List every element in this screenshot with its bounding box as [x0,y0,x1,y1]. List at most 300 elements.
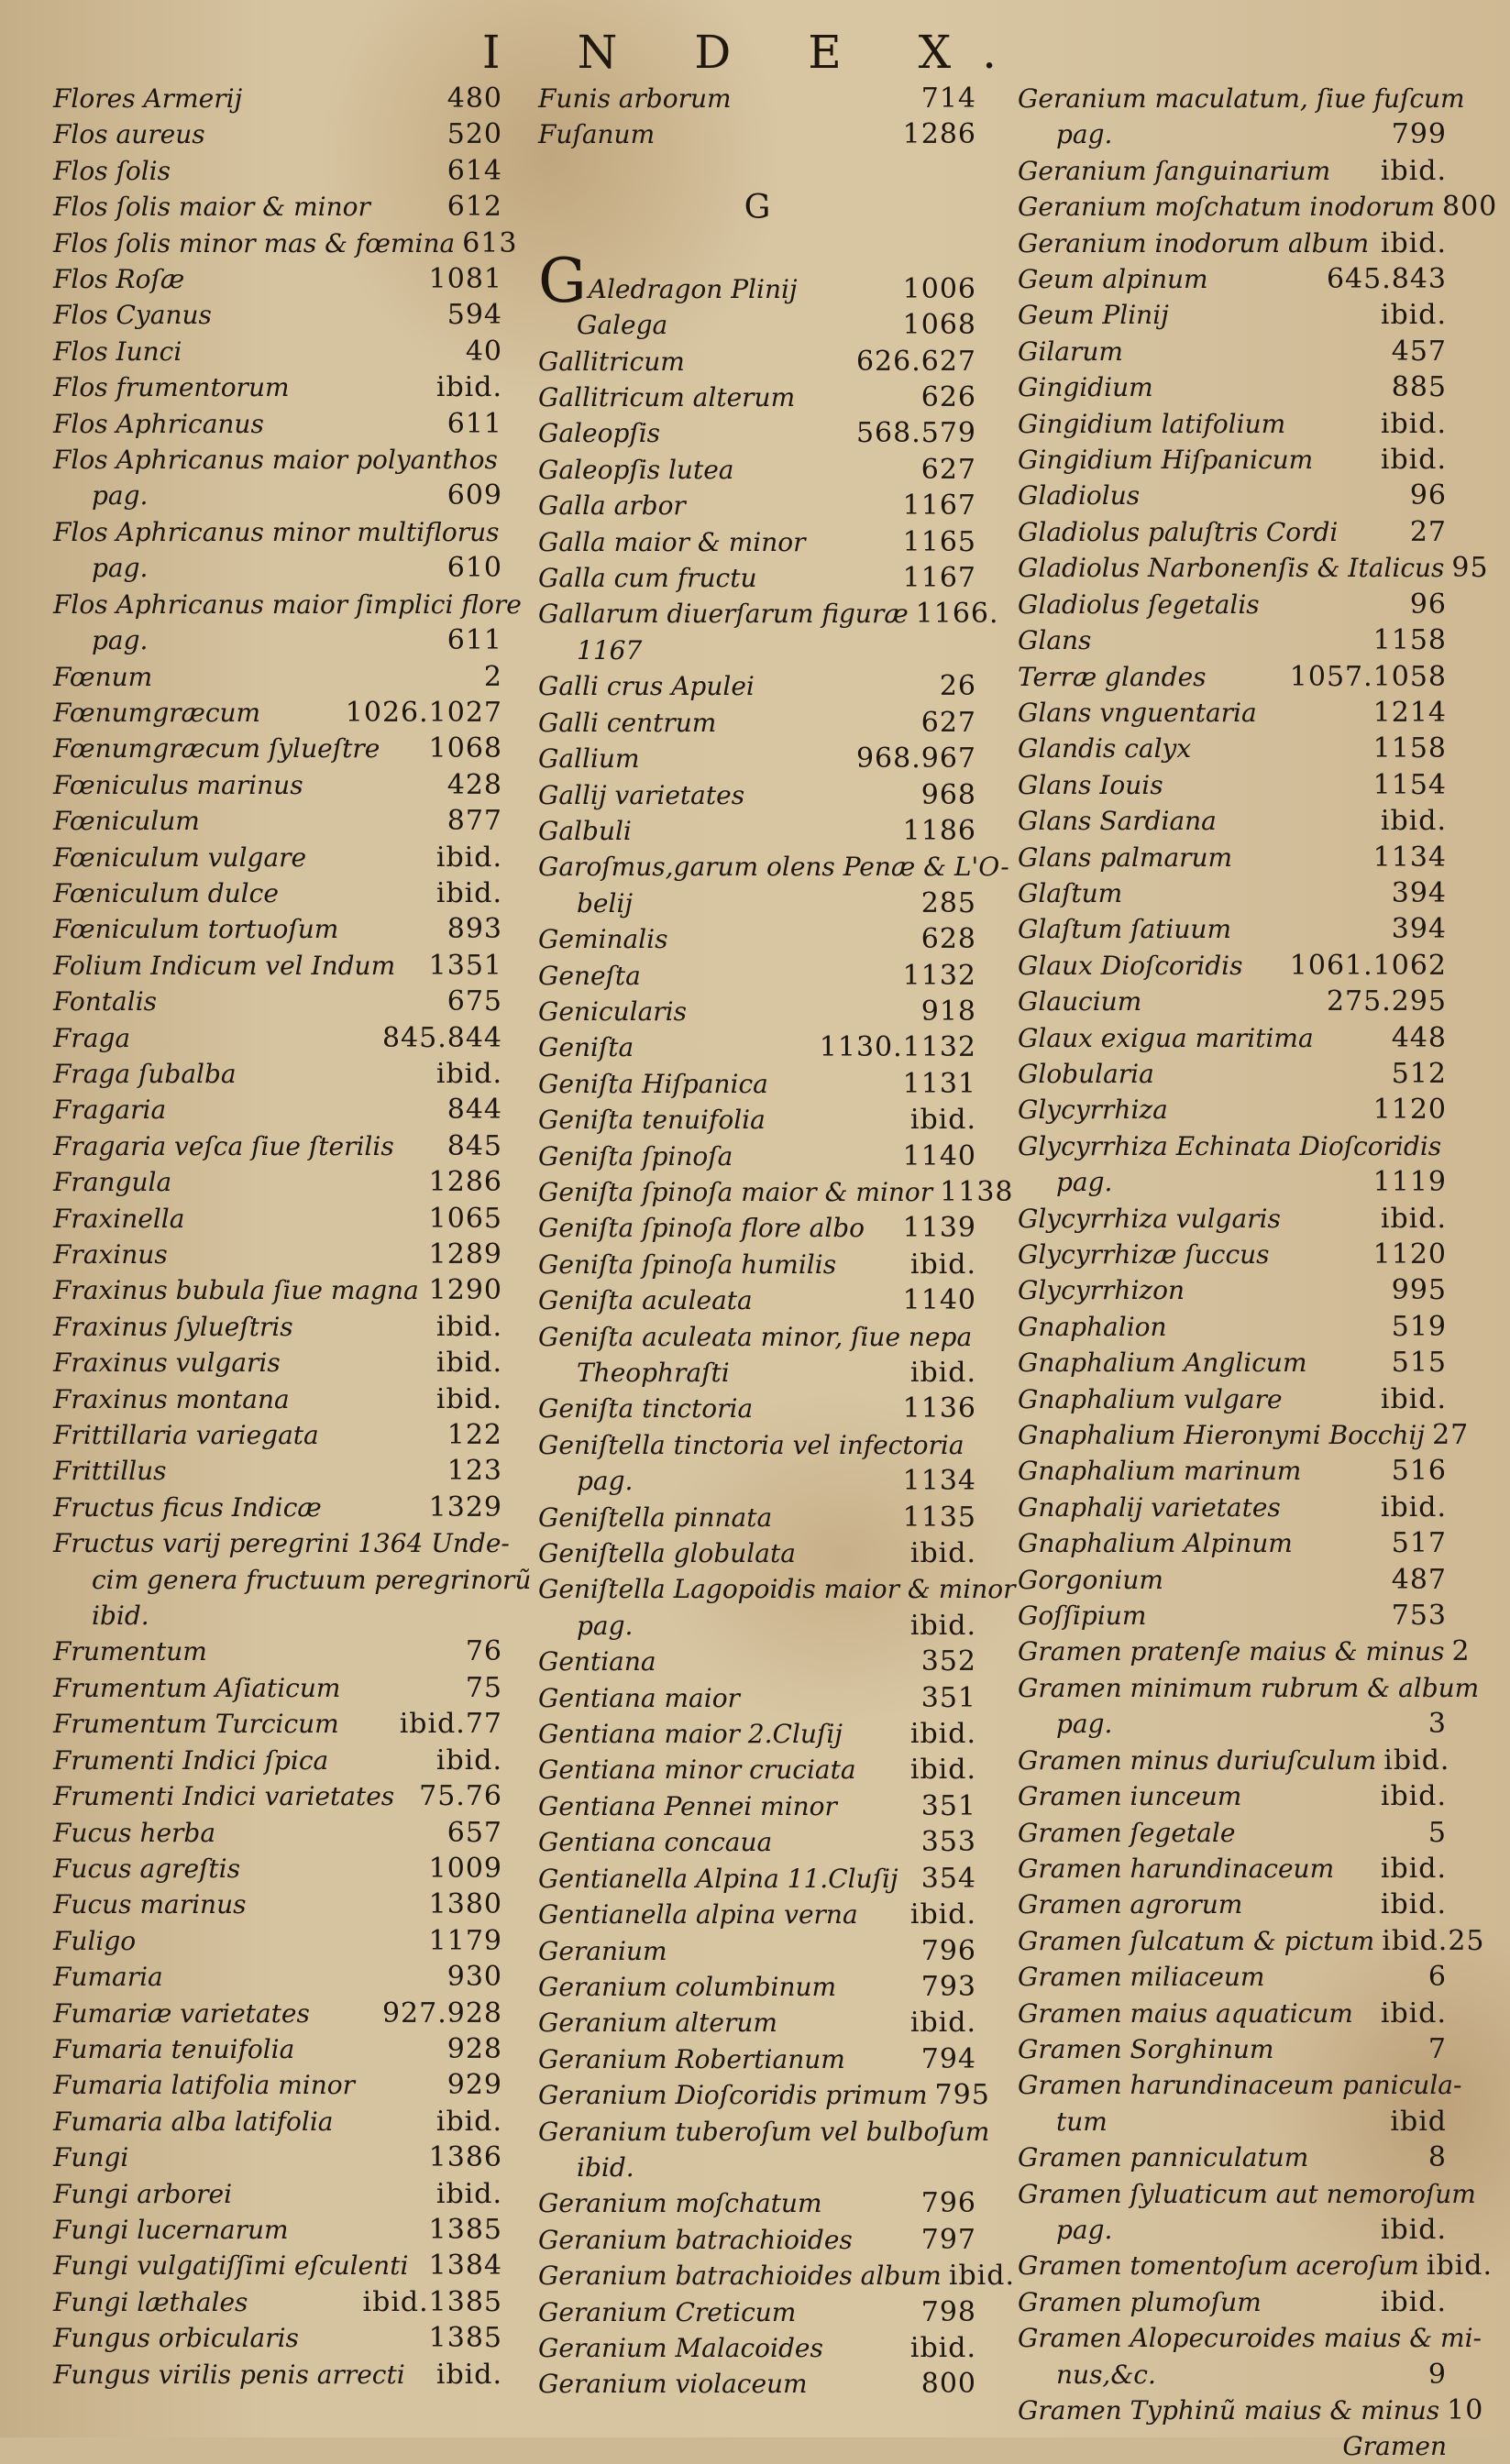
index-entry [53,2140,502,2175]
entry-page: 877 [446,805,502,838]
entry-name: Gramen ſegetale [1018,1817,1236,1848]
index-entry [538,668,976,704]
entry-name: Gramen agrorum [1018,1889,1243,1920]
entry-page: 3 [1427,1708,1447,1741]
entry-name: pag. [92,480,149,512]
entry-name: Gallitricum [538,346,685,377]
entry-page: ibid. [909,1104,976,1137]
entry-name: Geranium columbinum [538,1971,837,2002]
entry-name: Gladiolus paluſtris Cordi [1018,516,1339,547]
entry-page: 516 [1391,1455,1447,1488]
entry-page: 796 [920,1934,976,1967]
entry-page: ibid. [435,1744,502,1776]
index-entry [538,2077,990,2113]
entry-page: 1068 [902,309,976,342]
index-entry [53,226,518,261]
entry-name: Flos ſolis minor mas & fœmina [53,227,456,258]
entry-name: Gallitricum alterum [538,382,796,413]
index-entry [53,81,502,116]
entry-page: 353 [920,1826,976,1859]
entry-page: 351 [920,1681,976,1714]
index-entry [53,2031,502,2067]
entry-page: 9 [1427,2358,1447,2391]
entry-name: Glans palmarum [1018,842,1233,873]
entry-page: ibid. [435,1310,502,1343]
entry-name: Gentiana concaua [538,1827,773,1858]
entry-page: 448 [1391,1021,1447,1054]
entry-page: 1380 [428,1888,502,1921]
entry-name: Fontalis [53,986,158,1018]
index-entry [1018,695,1447,731]
index-entry [1018,226,1447,261]
entry-name: Fructus ficus Indicæ [53,1491,322,1523]
entry-page: 1165 [902,525,976,558]
index-entry [53,659,502,695]
entry-name: Gramen maius aquaticum [1018,1997,1353,2029]
entry-page: 40 [465,335,502,368]
entry-name: pag. [92,625,149,656]
entry-page: 1385 [428,2322,502,2355]
entry-page: 1065 [428,1202,502,1235]
entry-name: Fœnum [53,661,153,692]
index-entry [1018,1923,1485,1959]
entry-name: Globularia [1018,1058,1154,1089]
index-entry [53,1417,502,1453]
entry-page: 1061.1062 [1289,949,1447,982]
entry-page: ibid. [1380,1202,1447,1235]
entry-name: ibid. [92,1600,149,1632]
entry-page: 123 [446,1455,502,1488]
entry-name: Fungi [53,2142,129,2173]
entry-name: Gramen minimum rubrum & album [1018,1672,1480,1703]
entry-name: Fraxinus ſylueſtris [53,1311,293,1342]
entry-name: Folium Indicum vel Indum [53,950,396,981]
entry-name: Geum Plinij [1018,300,1169,331]
index-entry [1018,2140,1447,2175]
entry-page: 1132 [902,959,976,992]
index-entry [1018,1525,1447,1561]
index-entry [1018,1778,1447,1814]
entry-name: Gilarum [1018,336,1123,367]
entry-name: Fucus agreſtis [53,1853,240,1884]
entry-name: Geniſta aculeata minor, ſiue nepa [538,1321,973,1352]
entry-name: ibid. [577,2151,634,2183]
entry-name: Fœniculus marinus [53,769,303,800]
index-entry [538,2330,976,2366]
entry-page: 795 [934,2079,990,2112]
entry-name: Fraga ſubalba [53,1058,237,1089]
index-entry [53,1525,510,1561]
index-entry [538,2005,976,2040]
entry-name: Fraxinus [53,1239,168,1270]
entry-page: 675 [446,985,502,1018]
entry-name: Gentianella Alpina 11.Cluſij [538,1863,898,1894]
index-entry [538,1247,976,1282]
entry-page: 1119 [1372,1166,1447,1199]
entry-name: Gentiana [538,1646,656,1678]
index-entry [53,1996,502,2031]
index-entry [538,81,976,116]
index-entry [53,261,502,297]
entry-page: 1286 [902,118,976,151]
index-entry [53,189,502,225]
index-entry [1018,1598,1447,1634]
index-entry [53,1886,502,1922]
entry-page: 95 [1451,552,1489,585]
entry-page: 76 [465,1635,502,1668]
index-entry [53,1201,502,1237]
entry-name: Gingidium [1018,372,1153,403]
entry-name: Glans Iouis [1018,769,1163,800]
index-entry [53,1490,502,1525]
entry-name: Flos ſolis [53,155,171,186]
entry-name: Fumaria tenuifolia [53,2033,295,2064]
index-entry [538,1752,976,1788]
entry-page: 394 [1391,876,1447,909]
entry-name: Frumenti Indici varietates [53,1781,395,1812]
entry-name: Glaux exigua maritima [1018,1022,1314,1053]
entry-name: Fucus marinus [53,1889,247,1920]
index-entry [53,1020,502,1056]
entry-page: 798 [920,2295,976,2328]
entry-name: Geniſta aculeata [538,1285,753,1316]
entry-page: 845.844 [381,1021,502,1054]
index-entry [1018,81,1465,116]
entry-name: Gramen iunceum [1018,1781,1242,1812]
index-entry [1018,731,1447,766]
entry-name: Gingidium Hiſpanicum [1018,445,1314,476]
entry-page: ibid. [909,2331,976,2364]
index-column-1 [53,81,532,2392]
index-entry [1018,2212,1447,2248]
index-entry [1018,550,1489,586]
entry-name: Geniſta ſpinoſa humilis [538,1248,837,1280]
entry-name: Gramen plumoſum [1018,2286,1262,2317]
index-entry [53,948,502,984]
index-entry [538,344,976,380]
entry-name: Goſſipium [1018,1600,1147,1632]
entry-name: nus,&c. [1056,2359,1156,2390]
index-entry [53,1851,502,1886]
entry-page: ibid. [435,2105,502,2138]
index-entry [538,596,999,632]
entry-page: ibid. [1380,226,1447,259]
index-entry [53,1272,502,1308]
index-entry [53,1237,502,1272]
index-entry [1018,406,1447,442]
index-entry [538,1029,976,1065]
index-entry [53,1345,502,1380]
index-entry [538,1427,976,1463]
entry-page: ibid. [1380,805,1447,838]
entry-page: 611 [446,407,502,440]
entry-name: Glycyrrhizæ ſuccus [1018,1239,1270,1270]
index-entry [1018,1815,1447,1851]
index-entry [53,514,502,550]
index-entry [538,1680,976,1716]
entry-name: Gnaphalium Hieronymi Bocchij [1018,1420,1426,1451]
entry-name: Glandis calyx [1018,733,1192,764]
entry-page: 1386 [428,2141,502,2174]
entry-name: Geranium moſchatum inodorum [1018,192,1435,223]
entry-name: Glycyrrhiza vulgaris [1018,1203,1281,1234]
index-entry [1018,261,1447,297]
entry-page: 515 [1391,1347,1447,1380]
index-entry [538,2185,976,2221]
drop-cap: G [538,245,587,316]
entry-page: 1120 [1372,1238,1447,1270]
entry-page: 75 [465,1671,502,1704]
entry-page: 714 [920,82,976,115]
index-column-2 [538,81,1016,2403]
entry-name: Fungi læthales [53,2286,248,2317]
index-entry [53,875,502,911]
entry-page: 609 [446,479,502,512]
entry-name: Geranium maculatum, ſiue fuſcum [1018,83,1465,114]
entry-page: 1329 [428,1490,502,1524]
index-entry [538,1066,976,1102]
entry-page: 1057.1058 [1289,660,1447,693]
entry-page: ibid. [1380,1780,1447,1813]
entry-name: Glans vnguentaria [1018,697,1257,728]
entry-page: 1214 [1372,696,1447,729]
entry-page: 918 [920,995,976,1028]
entry-page: ibid. [1383,1744,1450,1776]
entry-name: Geranium Dioſcoridis primum [538,2080,928,2111]
entry-page: ibid. [435,1382,502,1415]
index-entry [1018,1453,1447,1489]
index-entry [53,2212,502,2248]
entry-name: Galega [577,310,668,341]
index-entry [1018,1706,1447,1742]
entry-page: 845 [446,1129,502,1162]
entry-name: Gramen pratenſe maius & minus [1018,1636,1445,1667]
entry-name: Gramen Alopecuroides maius & mi- [1018,2323,1482,2354]
index-entry [1018,189,1498,225]
entry-name: Flos frumentorum [53,372,290,403]
index-entry [53,803,502,839]
entry-page: ibid. [909,1609,976,1642]
entry-page: 1167 [902,562,976,595]
entry-page: 285 [920,886,976,919]
index-entry [53,1923,502,1959]
index-title: I N D E X. [481,26,1029,79]
entry-name: Gramen harundinaceum panicula- [1018,2070,1462,2101]
index-entry [53,2248,502,2283]
entry-page: 428 [446,768,502,801]
entry-name: Gallarum diuerſarum figuræ [538,599,909,630]
index-entry [1018,334,1447,369]
index-entry [1018,2320,1482,2356]
index-entry [538,2258,1015,2294]
index-entry [538,741,976,776]
section-letter: G [744,188,771,226]
entry-name: Gingidium latifolium [1018,408,1286,439]
index-entry [538,849,1009,885]
entry-name: Geranium Robertianum [538,2043,845,2074]
entry-page: 627 [920,706,976,739]
entry-page: 394 [1391,913,1447,946]
index-entry [53,587,522,622]
index-entry [53,297,502,333]
entry-name: Gramen ſyluaticum aut nemoroſum [1018,2178,1476,2209]
entry-name: Fœniculum dulce [53,877,279,908]
entry-name: Flos Aphricanus maior polyanthos [53,445,498,476]
index-entry [538,1535,976,1571]
entry-page: ibid. [909,1898,976,1931]
index-entry [538,958,976,994]
entry-name: Gramen Typhinũ maius & minus [1018,2395,1440,2426]
entry-page: 1138 [940,1175,1014,1208]
entry-page: 645.843 [1326,263,1447,296]
index-entry [538,452,976,488]
entry-name: Glaucium [1018,986,1142,1018]
index-entry [538,2366,976,2402]
entry-name: Genicularis [538,996,687,1027]
index-entry [538,632,976,668]
entry-page: 626 [920,381,976,414]
entry-page: 614 [446,154,502,187]
entry-name: Geranium tuberoſum vel bulboſum [538,2116,990,2147]
entry-page: 520 [446,118,502,151]
index-entry [1018,622,1447,658]
entry-page: 5 [1427,1816,1447,1849]
entry-name: pag. [1056,119,1113,150]
index-entry [1018,2284,1447,2320]
entry-page: ibid [1390,2105,1447,2138]
entry-name: Gnaphalium vulgare [1018,1383,1283,1414]
entry-page: 96 [1409,588,1447,621]
entry-page: 893 [446,913,502,946]
entry-page: 628 [920,923,976,956]
index-entry [1018,1562,1447,1598]
entry-name: Flos aureus [53,119,205,150]
index-entry [538,2294,976,2330]
entry-name: Geranium Malacoides [538,2332,823,2363]
index-entry [1018,840,1447,875]
entry-name: Geranium batrachioides [538,2224,853,2255]
index-column-3 [1018,81,1498,2464]
index-entry [1018,1996,1447,2031]
entry-page: ibid. [909,1718,976,1751]
index-entry [538,2114,990,2150]
entry-page: 929 [446,2069,502,2102]
index-entry [1018,2067,1462,2103]
entry-name: Funis arborum [538,83,732,114]
index-entry [1018,1490,1447,1525]
index-entry [1018,1345,1447,1380]
index-entry [538,1102,976,1138]
entry-page: ibid.25 [1382,1924,1485,1957]
entry-name: Fraga [53,1022,131,1053]
index-entry [538,415,976,451]
entry-name: belij [577,887,634,918]
entry-name: Geniſta tenuifolia [538,1105,766,1136]
entry-name: Aledragon Plinij [588,273,798,304]
entry-page: ibid. [435,841,502,874]
index-entry [53,1092,502,1128]
entry-page: 1068 [428,732,502,765]
index-entry [53,1743,502,1778]
index-entry [1018,1201,1447,1237]
index-entry [1018,514,1447,550]
entry-name: Gentiana minor cruciata [538,1754,856,1786]
entry-page: 1139 [902,1212,976,1245]
entry-page: 1186 [902,814,976,847]
entry-page: 1351 [428,949,502,982]
entry-name: Frittillus [53,1456,167,1487]
entry-page: 1136 [902,1392,976,1425]
entry-page: 797 [920,2223,976,2256]
index-entry [53,1778,502,1814]
entry-name: Galeopſis lutea [538,454,734,485]
index-entry [1018,1237,1447,1272]
index-entry [53,1670,502,1706]
entry-name: Gramen miliaceum [1018,1962,1265,1993]
entry-name: Geranium ſanguinarium [1018,155,1331,186]
index-entry [538,1933,976,1969]
entry-page: 611 [446,624,502,657]
index-entry [1018,116,1447,152]
index-entry [53,622,502,658]
index-entry [538,994,976,1029]
entry-name: Geniſta tinctoria [538,1393,754,1424]
entry-name: pag. [577,1610,634,1641]
entry-page: 844 [446,1094,502,1127]
entry-name: Geum alpinum [1018,264,1208,295]
index-entry [1018,1670,1480,1706]
entry-name: Geniſtella pinnata [538,1502,773,1533]
entry-page: ibid. [909,1357,976,1389]
index-entry [53,369,502,405]
entry-page: 927.928 [381,1996,502,2030]
entry-name: Geranium moſchatum [538,2188,822,2219]
entry-name: Glans Sardiana [1018,806,1217,837]
index-entry [538,1644,976,1679]
index-entry [53,1128,502,1164]
entry-name: Galli centrum [538,707,717,738]
index-entry [1018,587,1447,622]
entry-page: 96 [1409,479,1447,512]
entry-page: ibid. [435,1347,502,1380]
entry-page: 968.967 [855,742,976,776]
entry-page: 794 [920,2042,976,2075]
entry-name: Gnaphalium Alpinum [1018,1528,1293,1559]
entry-name: Fumariæ varietates [53,1997,310,2029]
index-entry [1018,911,1447,947]
index-entry [1018,659,1447,695]
entry-page: 1120 [1372,1094,1447,1127]
index-entry [1018,369,1447,405]
index-entry [1018,1056,1447,1092]
entry-page: 2 [483,660,502,693]
entry-page: 1384 [428,2250,502,2282]
entry-page: ibid. [948,2260,1015,2293]
entry-name: Frumenti Indici ſpica [53,1744,329,1776]
index-entry [538,1608,976,1644]
entry-name: Geranium alterum [538,2008,777,2039]
entry-name: Fœnumgræcum [53,697,261,728]
entry-name: Gallij varietates [538,779,745,810]
entry-page: ibid. [909,2007,976,2040]
entry-name: Glaſtum ſatiuum [1018,914,1231,945]
entry-page: 613 [462,226,518,259]
entry-name: Gramen Sorghinum [1018,2033,1274,2064]
index-entry [1018,767,1447,803]
entry-page: ibid. [1380,1382,1447,1415]
entry-page: 995 [1391,1274,1447,1307]
entry-page: 1026.1027 [345,696,502,729]
